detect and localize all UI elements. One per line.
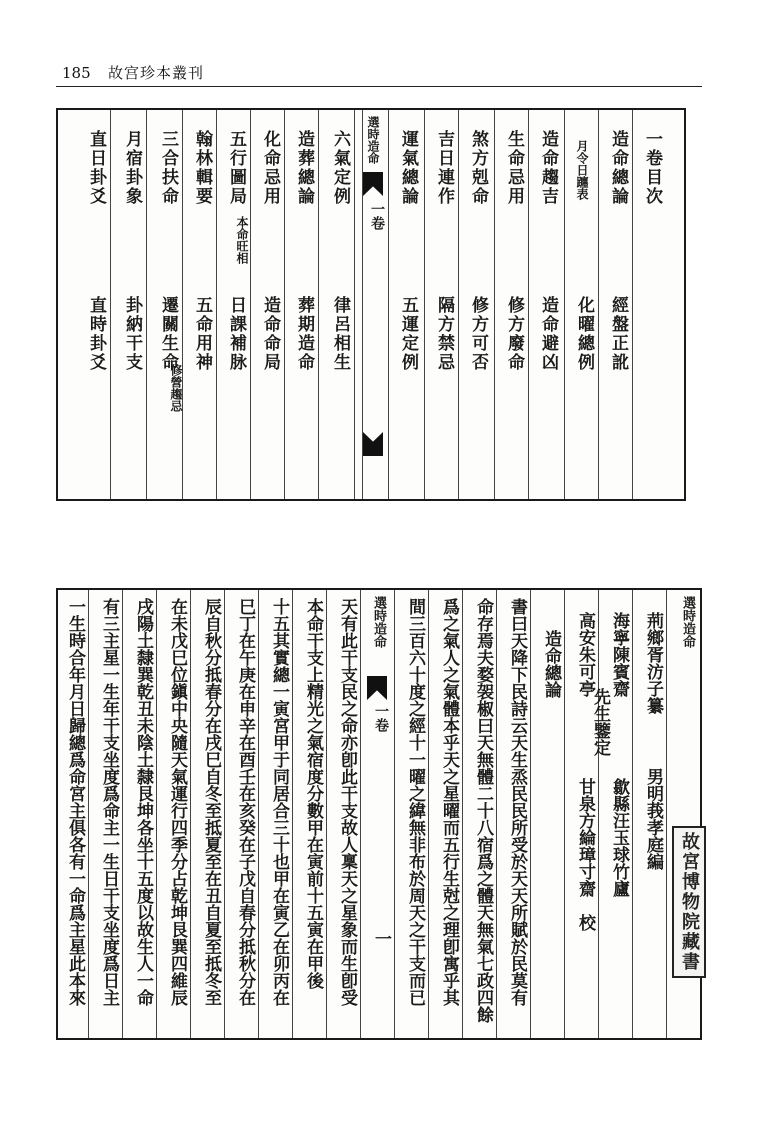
toc-entry: 造命命局 [260, 296, 280, 372]
toc-entry: 五命用神 [192, 296, 212, 372]
credit-line: 高安朱可亭 [575, 612, 595, 697]
page-header [56, 62, 702, 87]
toc-entry: 煞方剋命 [468, 130, 488, 206]
toc-entry: 日課補脉 [226, 296, 246, 372]
center-title: 選時造命 [371, 596, 386, 648]
toc-entry: 生命忌用 [504, 130, 524, 206]
toc-entry: 造命趨吉 [538, 130, 558, 206]
toc-entry: 月宿卦象 [122, 130, 142, 206]
body-line: 間三百六十度之經十一曜之緯無非布於周天之干支而已 [405, 598, 425, 1006]
toc-entry: 五行圖局 [226, 130, 246, 206]
toc-entry: 律呂相生 [330, 296, 350, 372]
body-line: 天有此干支民之命亦卽此干支故人稟天之星象而生卽受 [337, 598, 357, 1006]
center-juan: 一卷 [373, 704, 389, 732]
credit-line: 男明莪孝庭編 [643, 768, 663, 870]
fishtail-mark [367, 676, 387, 700]
center-juan: 一卷 [369, 202, 385, 230]
toc-entry: 經盤正訛 [608, 296, 628, 372]
credit-line: 荊鄉胥汸子纂 [643, 612, 663, 714]
toc-entry: 一卷目次 [642, 130, 662, 206]
toc-entry: 葬期造命 [294, 296, 314, 372]
center-title: 選時造命 [366, 116, 380, 164]
page-number: 185 [62, 64, 91, 82]
collection-seal: 故宮博物院藏書 [672, 826, 706, 978]
toc-entry: 吉日連作 [434, 130, 454, 206]
folio-number: 一 [371, 930, 391, 947]
toc-entry: 造葬總論 [294, 130, 314, 206]
toc-entry: 造命總論 [608, 130, 628, 206]
toc-entry: 運氣總論 [398, 130, 418, 206]
toc-entry: 隔方禁忌 [434, 296, 454, 372]
center-title: 選時造命 [680, 596, 695, 648]
toc-entry: 修方可否 [468, 296, 488, 372]
credit-line: 甘泉方綸璋寸齋 校 [575, 778, 595, 931]
section-title: 造命總論 [541, 630, 561, 698]
toc-entry: 直日卦爻 [86, 130, 106, 206]
body-line: 一生時合年月日歸總爲命宮主俱各有一命爲主星此本來 [65, 598, 85, 1006]
toc-entry: 化曜總例 [574, 296, 594, 372]
toc-entry: 三合扶命 [158, 130, 178, 206]
toc-entry: 卦納干支 [122, 296, 142, 372]
body-line: 在未戊巳位鎭中央隨天氣運行四季分占乾坤艮巽四維辰 [167, 598, 187, 1006]
toc-entry: 造命避凶 [538, 296, 558, 372]
body-line: 書曰天降下民詩云天生烝民民所受於天天所賦於民莫有 [507, 598, 527, 1006]
toc-note: 修營趨忌 [169, 364, 183, 412]
credit-line: 海寧陳賓齋 [609, 612, 629, 697]
body-line: 命存焉夫婺袈椒曰天無體二十八宿爲之體天無氣七政四餘 [473, 598, 493, 1023]
credit-line: 歙縣汪玉球竹廬 [609, 778, 629, 897]
fishtail-mark [363, 172, 383, 196]
credit-line: 先生鑒定 [590, 688, 610, 756]
body-line: 巳丁在午庚在申辛在酉壬在亥癸在子戊自春分抵秋分在 [235, 598, 255, 1006]
series-title: 故宫珍本叢刊 [108, 64, 205, 82]
toc-entry: 月令日躔表 [575, 140, 589, 200]
top-leaf-table-of-contents [56, 108, 686, 501]
body-line: 辰自秋分抵春分在戌巳自冬至抵夏至在丑自夏至抵冬至 [201, 598, 221, 1006]
body-line: 爲之氣人之氣體本乎天之星曜而五行生尅之理卽寓乎其 [439, 598, 459, 1006]
body-line: 有三主星一生年干支坐度爲命主一生日干支坐度爲日主 [99, 598, 119, 1006]
toc-entry: 六氣定例 [330, 130, 350, 206]
body-line: 戌陽土隸巽乾丑未陰土隸艮坤各坐十五度以故生人一命 [133, 598, 153, 1006]
body-line: 本命干支上精光之氣宿度分數甲在寅前十五寅在甲後 [303, 598, 323, 989]
toc-entry: 翰林輯要 [192, 130, 212, 206]
body-line: 十五其實總一寅宮甲于同居合三十也甲在寅乙在卯丙在 [269, 598, 289, 1006]
toc-entry: 五運定例 [398, 296, 418, 372]
toc-entry: 直時卦爻 [86, 296, 106, 372]
fishtail-mark [363, 432, 383, 456]
toc-entry: 修方廢命 [504, 296, 524, 372]
toc-note: 本命旺相 [235, 216, 249, 264]
toc-entry: 遷關生命 [158, 296, 178, 372]
bottom-leaf-text [56, 588, 702, 1040]
toc-entry: 化命忌用 [260, 130, 280, 206]
